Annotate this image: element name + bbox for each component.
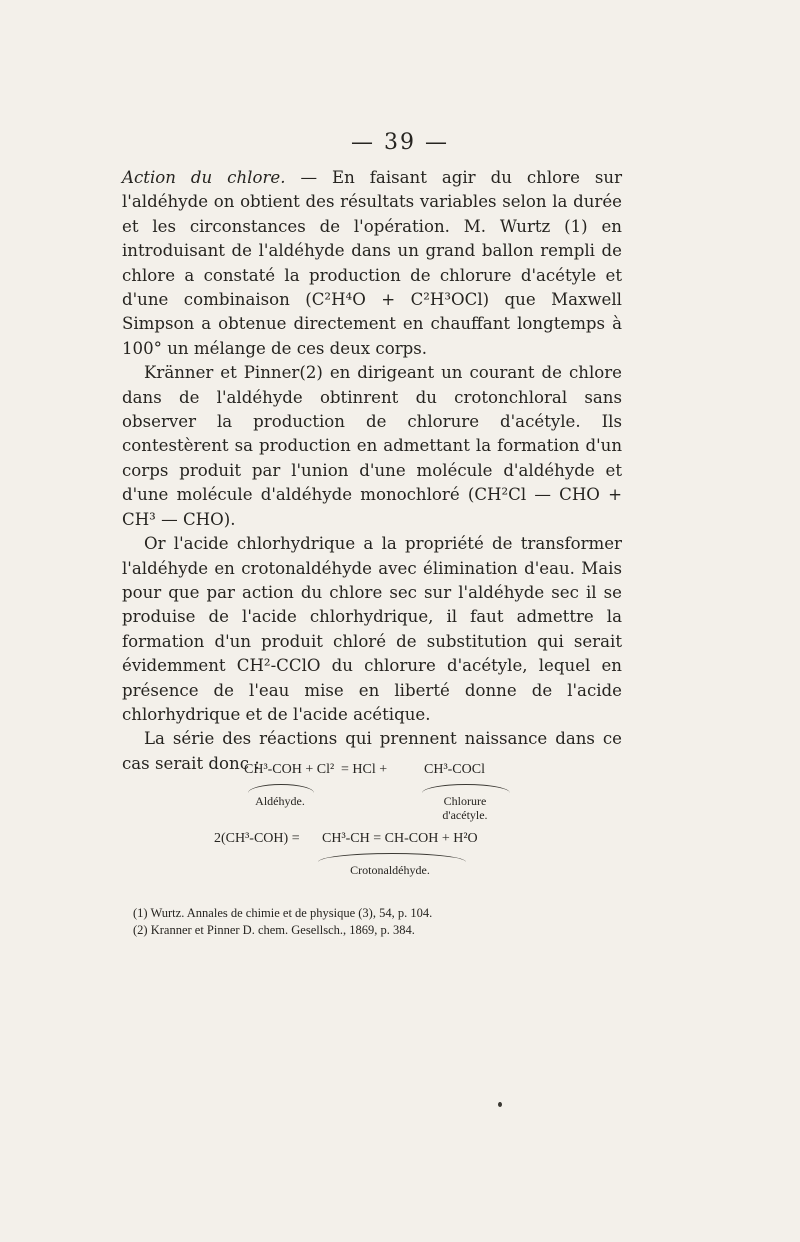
label-acetyle: d'acétyle.	[442, 808, 488, 822]
equation-2-products: CH³-CH = CH-COH + H²O	[322, 831, 478, 846]
label-chlorure: Chlorure	[443, 794, 487, 808]
footnote-1: (1) Wurtz. Annales de chimie et de physique (3), 54, p. 104.	[133, 906, 433, 920]
footnotes	[133, 905, 613, 939]
equation-1-middle: = HCl +	[341, 762, 388, 777]
page-number: — 39 —	[351, 130, 449, 155]
body-text	[122, 166, 622, 776]
brace-aldehyde	[248, 784, 314, 793]
label-crotonaldehyde: Crotonaldéhyde.	[350, 863, 430, 877]
label-aldehyde: Aldéhyde.	[255, 794, 305, 808]
brace-acetyl-chloride	[422, 784, 510, 793]
equation-1-reactants: CH³-COH + Cl²	[244, 762, 335, 777]
paragraph-hydrochloric-acid: Or l'acide chlorhydrique a la propriété de transformer l'aldéhyde en crotonaldéhyde avec élimination d'eau. Mais pour que par action du chlore sec sur l'aldéhyde sec il se produise de l'acide chlorhydrique, il faut admettre la formation d'un produit chloré de substitution qui serait évidemment CH²-CClO du chlorure d'acétyle, lequel en présence de l'eau mise en liberté donne de l'acide chlorhydrique et de l'acide acétique.	[122, 534, 622, 724]
ink-speck	[498, 1102, 502, 1107]
brace-crotonaldehyde	[318, 853, 466, 862]
paragraph-reaction-series: La série des réactions qui prennent naissance dans ce cas serait donc :	[122, 729, 622, 773]
paragraph-kranner-pinner: Kränner et Pinner(2) en dirigeant un courant de chlore dans de l'aldéhyde obtinrent du crotonchloral sans observer la production de chlorure d'acétyle. Ils contestèrent sa production en admettant la formation d'un corps produit par l'union d'une molécule d'aldéhyde et d'une molécule d'aldéhyde monochloré (CH²Cl — CHO + CH³ — CHO).	[122, 363, 622, 529]
footnote-2: (2) Kranner et Pinner D. chem. Gesellsch., 1869, p. 384.	[133, 923, 415, 937]
section-lead: Action du chlore.	[122, 168, 286, 187]
paragraph-chlorine-action	[122, 166, 622, 361]
equation-2-reactant: 2(CH³-COH) =	[214, 831, 300, 846]
paragraph-text: — En faisant agir du chlore sur l'aldéhyde on obtient des résultats variables selon la durée et les circonstances de l'opération. M. Wurtz (1) en introduisant de l'aldéhyde dans un grand ballon rempli de chlore a constaté la production de chlorure d'acétyle et d'une combinaison (C²H⁴O + C²H³OCl) que Maxwell Simpson a obtenue directement en chauffant longtemps à 100° un mélange de ces deux corps.	[122, 168, 622, 358]
equation-1-product: CH³-COCl	[424, 762, 485, 777]
